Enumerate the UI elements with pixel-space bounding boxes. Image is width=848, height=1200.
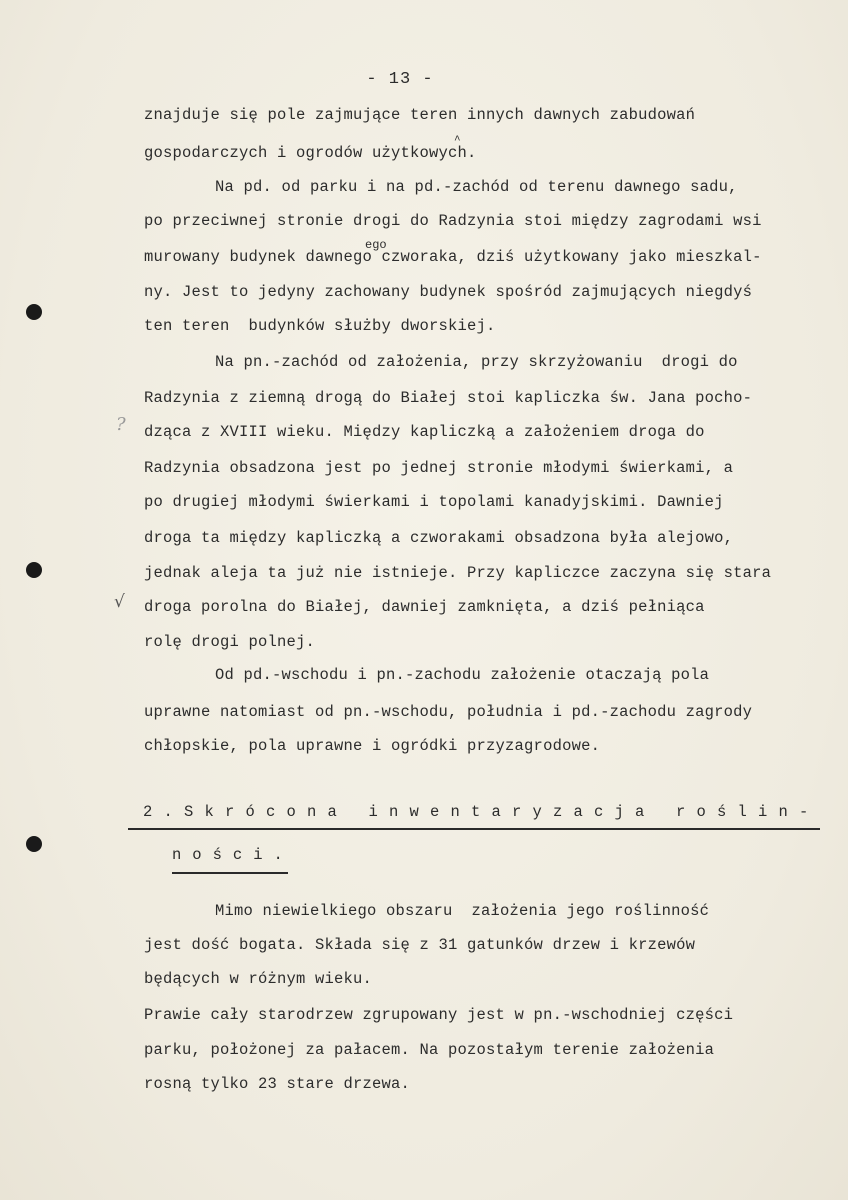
text-line: po drugiej młodymi świerkami i topolami kanadyjskimi. Dawniej [144,493,724,511]
text-line: chłopskie, pola uprawne i ogródki przyzagrodowe. [144,737,601,755]
text-line: ny. Jest to jedyny zachowany budynek spośród zajmujących niegdyś [144,283,753,301]
text-line: rosną tylko 23 stare drzewa. [144,1075,411,1093]
text-line: murowany budynek dawnego czworaka, dziś użytkowany jako mieszkal- [144,248,762,266]
text-line: parku, położonej za pałacem. Na pozostałym terenie założenia [144,1041,715,1059]
insert-caret-annotation: ^ [454,135,461,147]
text-line: jest dość bogata. Składa się z 31 gatunków drzew i krzewów [144,936,696,954]
text-line: uprawne natomiast od pn.-wschodu, południa i pd.-zachodu zagrody [144,703,753,721]
page-number: - 13 - [366,70,434,89]
heading-underline [128,828,820,830]
punch-hole [26,836,42,852]
text-line: jednak aleja ta już nie istnieje. Przy kapliczce zaczyna się stara [144,564,772,582]
text-line: Radzynia z ziemną drogą do Białej stoi kapliczka św. Jana pocho- [144,389,753,407]
text-line: Na pn.-zachód od założenia, przy skrzyżowaniu drogi do [215,353,738,371]
text-line: Radzynia obsadzona jest po jednej stronie młodymi świerkami, a [144,459,734,477]
section-heading-continuation: ności. [172,846,294,864]
text-line: ten teren budynków służby dworskiej. [144,317,496,335]
text-line: Prawie cały starodrzew zgrupowany jest w pn.-wschodniej części [144,1006,734,1024]
text-line: Od pd.-wschodu i pn.-zachodu założenie otaczają pola [215,666,710,684]
punch-hole [26,562,42,578]
text-line: Mimo niewielkiego obszaru założenia jego roślinność [215,902,710,920]
text-line: droga ta między kapliczką a czworakami obsadzona była alejowo, [144,529,734,547]
text-line: rolę drogi polnej. [144,633,316,651]
text-line: znajduje się pole zajmujące teren innych dawnych zabudowań [144,106,696,124]
handwritten-correction: ego [365,238,387,252]
section-heading: 2.Skrócona inwentaryzacja roślin- [143,803,820,821]
punch-hole [26,304,42,320]
text-line: Na pd. od parku i na pd.-zachód od terenu dawnego sadu, [215,178,738,196]
text-line: po przeciwnej stronie drogi do Radzynia stoi między zagrodami wsi [144,212,762,230]
text-line: gospodarczych i ogrodów użytkowych. [144,144,477,162]
text-line: będących w różnym wieku. [144,970,373,988]
margin-question-mark: ? [116,414,126,435]
text-line: dząca z XVIII wieku. Między kapliczką a założeniem droga do [144,423,705,441]
heading-underline [172,872,288,874]
text-line: droga porolna do Białej, dawniej zamknięta, a dziś pełniąca [144,598,705,616]
margin-check-mark: √ [114,592,125,612]
